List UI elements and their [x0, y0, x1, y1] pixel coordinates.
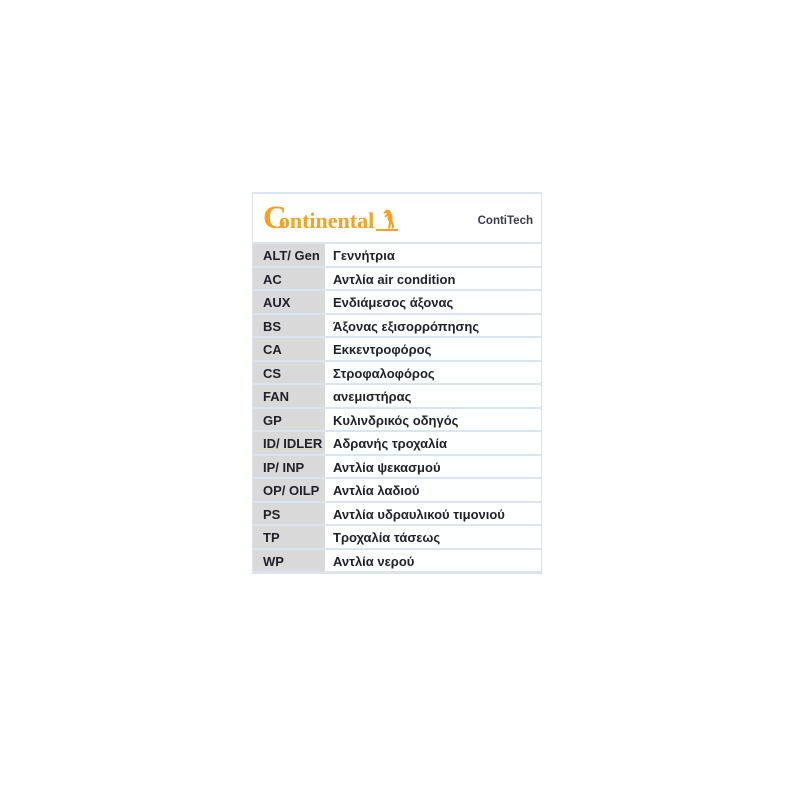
abbreviation-cell: AC	[253, 268, 328, 290]
continental-logo-c: C	[263, 199, 286, 236]
table-row	[253, 313, 541, 337]
abbreviation-cell: ID/ IDLER	[253, 432, 328, 454]
continental-logo	[263, 199, 398, 236]
description-cell: Αντλία air condition	[328, 268, 541, 290]
abbreviation-cell: GP	[253, 409, 328, 431]
continental-horse-icon	[376, 207, 398, 231]
abbreviation-cell: PS	[253, 503, 328, 525]
table-row	[253, 242, 541, 266]
table-row	[253, 407, 541, 431]
description-cell: Κυλινδρικός οδηγός	[328, 409, 541, 431]
table-row	[253, 289, 541, 313]
abbreviation-cell: TP	[253, 526, 328, 548]
abbreviation-cell: CA	[253, 338, 328, 360]
description-cell: Αντλία λαδιού	[328, 479, 541, 501]
table-row	[253, 548, 541, 572]
description-cell: Ενδιάμεσος άξονας	[328, 291, 541, 313]
description-cell: Στροφαλοφόρος	[328, 362, 541, 384]
legend-card	[252, 192, 542, 574]
table-row	[253, 383, 541, 407]
table-row	[253, 266, 541, 290]
table-row	[253, 477, 541, 501]
abbreviation-cell: IP/ INP	[253, 456, 328, 478]
description-cell: ανεμιστήρας	[328, 385, 541, 407]
table-row	[253, 336, 541, 360]
table-row	[253, 454, 541, 478]
abbreviation-cell: WP	[253, 550, 328, 572]
contitech-logo: ContiTech	[477, 215, 533, 227]
description-cell: Αντλία ψεκασμού	[328, 456, 541, 478]
table-row	[253, 524, 541, 548]
table-row	[253, 360, 541, 384]
description-cell: Αντλία υδραυλικού τιμονιού	[328, 503, 541, 525]
description-cell: Άξονας εξισορρόπησης	[328, 315, 541, 337]
description-cell: Γεννήτρια	[328, 244, 541, 266]
table-row	[253, 501, 541, 525]
abbreviation-table	[253, 242, 541, 573]
description-cell: Εκκεντροφόρος	[328, 338, 541, 360]
description-cell: Αδρανής τροχαλία	[328, 432, 541, 454]
abbreviation-cell: CS	[253, 362, 328, 384]
description-cell: Αντλία νερού	[328, 550, 541, 572]
abbreviation-cell: OP/ OILP	[253, 479, 328, 501]
continental-logo-text: ontinental	[278, 207, 375, 233]
table-row	[253, 430, 541, 454]
abbreviation-cell: BS	[253, 315, 328, 337]
brand-header	[253, 194, 541, 242]
abbreviation-cell: ALT/ Gen	[253, 244, 328, 266]
abbreviation-cell: AUX	[253, 291, 328, 313]
description-cell: Τροχαλία τάσεως	[328, 526, 541, 548]
abbreviation-cell: FAN	[253, 385, 328, 407]
